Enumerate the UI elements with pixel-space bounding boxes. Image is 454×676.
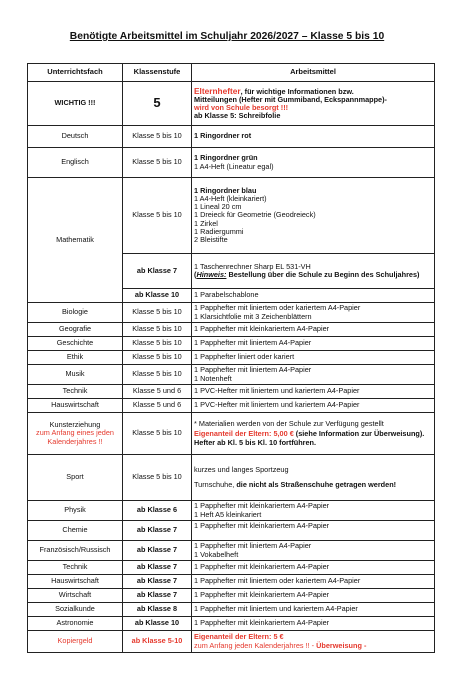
table-row — [28, 337, 435, 351]
row-materials: Eigenanteil der Eltern: 5 € zum Anfang jeden Kalenderjahres !! - Überweisung - — [192, 631, 435, 653]
row-grade: Klasse 5 bis 10 — [123, 126, 192, 148]
table-row — [28, 399, 435, 413]
row-grade: Klasse 5 und 6 — [123, 385, 192, 399]
row-materials: 1 Papphefter mit liniertem A4-Papier 1 Vokabelheft — [192, 541, 435, 561]
row-subject: Sozialkunde — [28, 603, 123, 617]
row-subject: Geografie — [28, 323, 123, 337]
row-materials: 1 Ringordner rot — [192, 126, 435, 148]
header-subject: Unterrichtsfach — [28, 64, 123, 82]
row-grade: 5 — [123, 82, 192, 126]
table-row — [28, 603, 435, 617]
row-grade: ab Klasse 7 — [123, 575, 192, 589]
table-row — [28, 501, 435, 521]
row-subject: Französisch/Russisch — [28, 541, 123, 561]
row-grade: ab Klasse 10 — [123, 289, 192, 303]
table-row — [28, 351, 435, 365]
row-subject: Technik — [28, 385, 123, 399]
row-grade: Klasse 5 bis 10 — [123, 323, 192, 337]
row-materials: 1 Papphefter mit kleinkariertem A4-Papier — [192, 521, 435, 541]
row-subject: Technik — [28, 561, 123, 575]
row-subject: Deutsch — [28, 126, 123, 148]
row-materials: 1 Papphefter mit liniertem A4-Papier 1 Notenheft — [192, 365, 435, 385]
table-row — [28, 82, 435, 126]
row-subject: Biologie — [28, 303, 123, 323]
row-grade: ab Klasse 8 — [123, 603, 192, 617]
row-grade: Klasse 5 bis 10 — [123, 351, 192, 365]
row-grade: ab Klasse 7 — [123, 561, 192, 575]
row-subject: Wirtschaft — [28, 589, 123, 603]
row-grade: Klasse 5 bis 10 — [123, 303, 192, 323]
row-materials: 1 Papphefter mit liniertem oder kariertem A4-Papier — [192, 575, 435, 589]
table-row — [28, 589, 435, 603]
row-materials: 1 Ringordner blau 1 A4-Heft (kleinkariert) 1 Lineal 20 cm 1 Dreieck für Geometrie (Geodreieck) 1 Zirkel 1 Radiergummi 2 Bleistifte — [192, 178, 435, 254]
table-row — [28, 385, 435, 399]
row-grade: Klasse 5 bis 10 — [123, 178, 192, 254]
row-grade: Klasse 5 bis 10 — [123, 455, 192, 501]
table-row — [28, 521, 435, 541]
row-materials: * Materialien werden von der Schule zur Verfügung gestellt Eigenanteil der Eltern: 5,00 € (siehe Information zur Überweisung). Hefter ab Kl. 5 bis Kl. 10 fortführen. — [192, 413, 435, 455]
table-row — [28, 126, 435, 148]
page-title: Benötigte Arbeitsmittel im Schuljahr 2026/2027 – Klasse 5 bis 10 — [69, 31, 385, 42]
row-grade: ab Klasse 7 — [123, 521, 192, 541]
row-subject: Englisch — [28, 148, 123, 178]
row-materials: Elternhefter, für wichtige Informationen bzw. Mitteilungen (Hefter mit Gummiband, Eckspannmappe)- wird von Schule besorgt !!! ab Klasse 5: Schreibfolie — [192, 82, 435, 126]
row-materials: 1 Papphefter mit liniertem und kariertem A4-Papier — [192, 603, 435, 617]
row-materials: 1 Papphefter mit kleinkariertem A4-Papier — [192, 617, 435, 631]
elternhefter-label: Elternhefter — [194, 85, 241, 96]
table-row — [28, 561, 435, 575]
row-grade: ab Klasse 7 — [123, 589, 192, 603]
table-row — [28, 617, 435, 631]
row-subject: Kunsterziehung zum Anfang eines jeden Kalenderjahres !! — [28, 413, 123, 455]
row-subject: Sport — [28, 455, 123, 501]
row-subject: Chemie — [28, 521, 123, 541]
header-materials: Arbeitsmittel — [192, 64, 435, 82]
header-grade: Klassenstufe — [123, 64, 192, 82]
row-grade: ab Klasse 7 — [123, 541, 192, 561]
row-materials: 1 PVC-Hefter mit liniertem und kariertem A4-Papier — [192, 399, 435, 413]
row-subject: Astronomie — [28, 617, 123, 631]
row-materials: 1 Ringordner grün 1 A4-Heft (Lineatur egal) — [192, 148, 435, 178]
row-materials: 1 Papphefter mit liniertem oder kariertem A4-Papier 1 Klarsichtfolie mit 3 Zeichenblättern — [192, 303, 435, 323]
row-materials: 1 PVC-Hefter mit liniertem und kariertem A4-Papier — [192, 385, 435, 399]
row-subject: Geschichte — [28, 337, 123, 351]
row-subject: WICHTIG !!! — [28, 82, 123, 126]
table-row — [28, 148, 435, 178]
table-row — [28, 303, 435, 323]
row-grade: Klasse 5 bis 10 — [123, 337, 192, 351]
row-materials: kurzes und langes Sportzeug Turnschuhe, die nicht als Straßenschuhe getragen werden! — [192, 455, 435, 501]
table-row — [28, 323, 435, 337]
row-grade: ab Klasse 7 — [123, 254, 192, 289]
row-materials: 1 Papphefter mit liniertem A4-Papier — [192, 337, 435, 351]
table-row — [28, 575, 435, 589]
table-row — [28, 413, 435, 455]
row-materials: 1 Papphefter mit kleinkariertem A4-Papier — [192, 323, 435, 337]
row-subject: Hauswirtschaft — [28, 399, 123, 413]
row-materials: 1 Papphefter mit kleinkariertem A4-Papier 1 Heft A5 kleinkariert — [192, 501, 435, 521]
row-grade: ab Klasse 5-10 — [123, 631, 192, 653]
row-grade: Klasse 5 bis 10 — [123, 148, 192, 178]
row-grade: Klasse 5 bis 10 — [123, 365, 192, 385]
row-subject: Musik — [28, 365, 123, 385]
row-materials: 1 Papphefter mit kleinkariertem A4-Papier — [192, 561, 435, 575]
row-subject: Hauswirtschaft — [28, 575, 123, 589]
row-materials: 1 Papphefter liniert oder kariert — [192, 351, 435, 365]
row-grade: ab Klasse 10 — [123, 617, 192, 631]
row-subject: Physik — [28, 501, 123, 521]
table-header-row — [28, 64, 435, 82]
table-row — [28, 541, 435, 561]
row-materials: 1 Taschenrechner Sharp EL 531-VH (Hinweis: Bestellung über die Schule zu Beginn des Schuljahres) — [192, 254, 435, 289]
row-materials: 1 Parabelschablone — [192, 289, 435, 303]
table-row — [28, 365, 435, 385]
materials-table — [27, 63, 435, 653]
row-subject: Ethik — [28, 351, 123, 365]
table-row — [28, 178, 435, 254]
row-subject: Mathematik — [28, 178, 123, 303]
row-grade: Klasse 5 und 6 — [123, 399, 192, 413]
row-subject: Kopiergeld — [28, 631, 123, 653]
row-grade: ab Klasse 6 — [123, 501, 192, 521]
row-grade: Klasse 5 bis 10 — [123, 413, 192, 455]
row-materials: 1 Papphefter mit kleinkariertem A4-Papier — [192, 589, 435, 603]
table-row — [28, 631, 435, 653]
table-row — [28, 455, 435, 501]
